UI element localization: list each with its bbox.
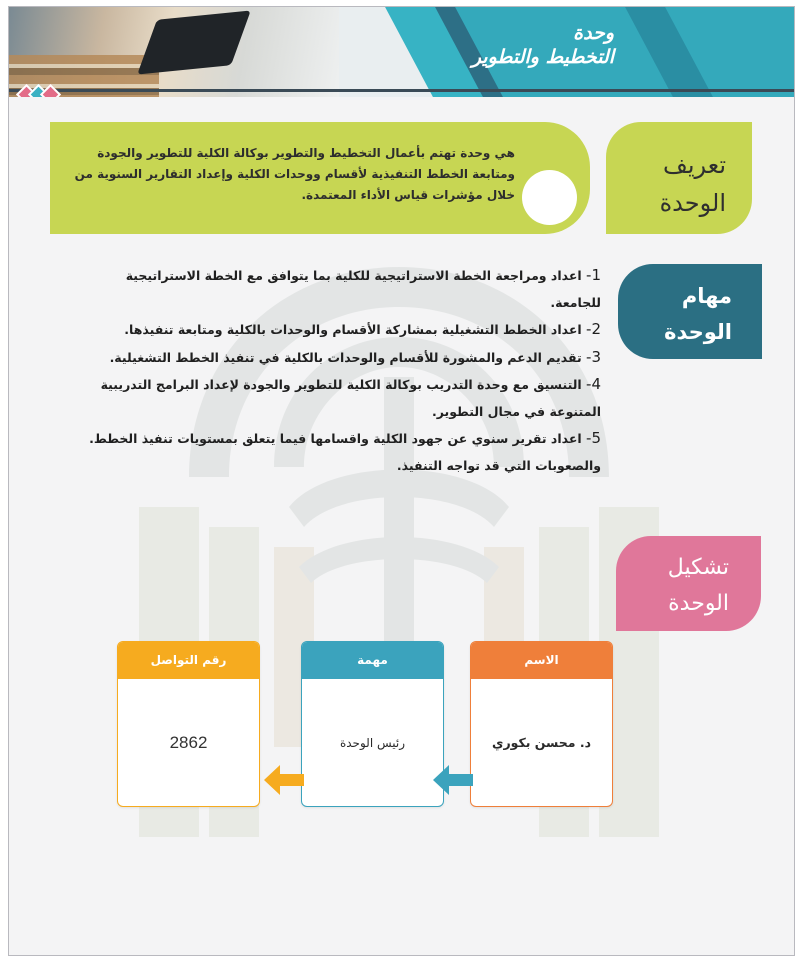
title-line-2: التخطيط والتطوير (471, 46, 614, 68)
definition-label-line-1: تعريف (662, 151, 726, 179)
formation-label (616, 536, 761, 631)
page-title (472, 21, 614, 69)
page-frame (8, 6, 795, 956)
task-number: 5- (586, 429, 601, 447)
task-item (73, 262, 601, 316)
definition-label-text (660, 146, 726, 222)
definition-label-line-2: الوحدة (659, 189, 726, 217)
task-text: تقديم الدعم والمشورة للأقسام والوحدات بالكلية في تنفيذ الخطط التشغيلية. (109, 349, 582, 365)
tasks-label-text (664, 278, 732, 350)
role-card-header: مهمة (302, 642, 443, 679)
phone-card-value: 2862 (169, 732, 208, 752)
task-number: 4- (586, 375, 601, 393)
arrow-left-icon (264, 765, 304, 795)
tasks-label-line-1: مهام (681, 284, 732, 308)
task-number: 2- (586, 320, 601, 338)
tasks-label-line-2: الوحدة (664, 320, 732, 344)
phone-card-header: رقم التواصل (118, 642, 259, 679)
definition-label (606, 122, 752, 234)
task-item (73, 344, 601, 372)
definition-text: هي وحدة تهتم بأعمال التخطيط والتطوير بوكالة الكلية للتطوير والجودة ومتابعة الخطط التنفيذية لأقسام ووحدات الكلية وإعداد التقارير السنوية من خلال مؤشرات قياس الأداء المعتمدة. (74, 146, 515, 202)
tasks-label (618, 264, 762, 359)
tasks-list (73, 262, 601, 479)
name-card-header: الاسم (471, 642, 612, 679)
phone-card (117, 641, 260, 807)
header-underline (9, 89, 794, 92)
task-text: اعداد تقرير سنوي عن جهود الكلية واقسامها فيما يتعلق بمستويات تنفيذ الخطط. والصعوبات التي قد تواجه التنفيذ. (89, 431, 601, 473)
task-text: اعداد الخطط التشغيلية بمشاركة الأقسام والوحدات بالكلية ومتابعة تنفيذها. (124, 322, 582, 337)
formation-label-line-1: تشكيل (667, 555, 729, 580)
task-item (73, 371, 601, 425)
name-card-value: د. محسن بكوري (491, 735, 592, 750)
task-item (73, 316, 601, 344)
role-card (301, 641, 444, 807)
task-number: 1- (586, 266, 601, 284)
formation-label-text (668, 550, 729, 622)
header-banner (9, 7, 794, 97)
task-text: اعداد ومراجعة الخطة الاستراتيجية للكلية بما يتوافق مع الخطة الاستراتيجية للجامعة. (125, 268, 601, 310)
decor-circle (522, 170, 577, 225)
role-card-value: رئيس الوحدة (339, 735, 406, 750)
name-card (470, 641, 613, 807)
formation-label-line-2: الوحدة (668, 591, 729, 616)
task-text: التنسيق مع وحدة التدريب بوكالة الكلية للتطوير والجودة لإعداد البرامج التدريبية المتنوعة في مجال التطوير. (100, 377, 601, 419)
arrow-left-icon (433, 765, 473, 795)
task-item (73, 425, 601, 479)
title-line-1: وحدة (573, 22, 614, 44)
task-number: 3- (586, 347, 601, 366)
